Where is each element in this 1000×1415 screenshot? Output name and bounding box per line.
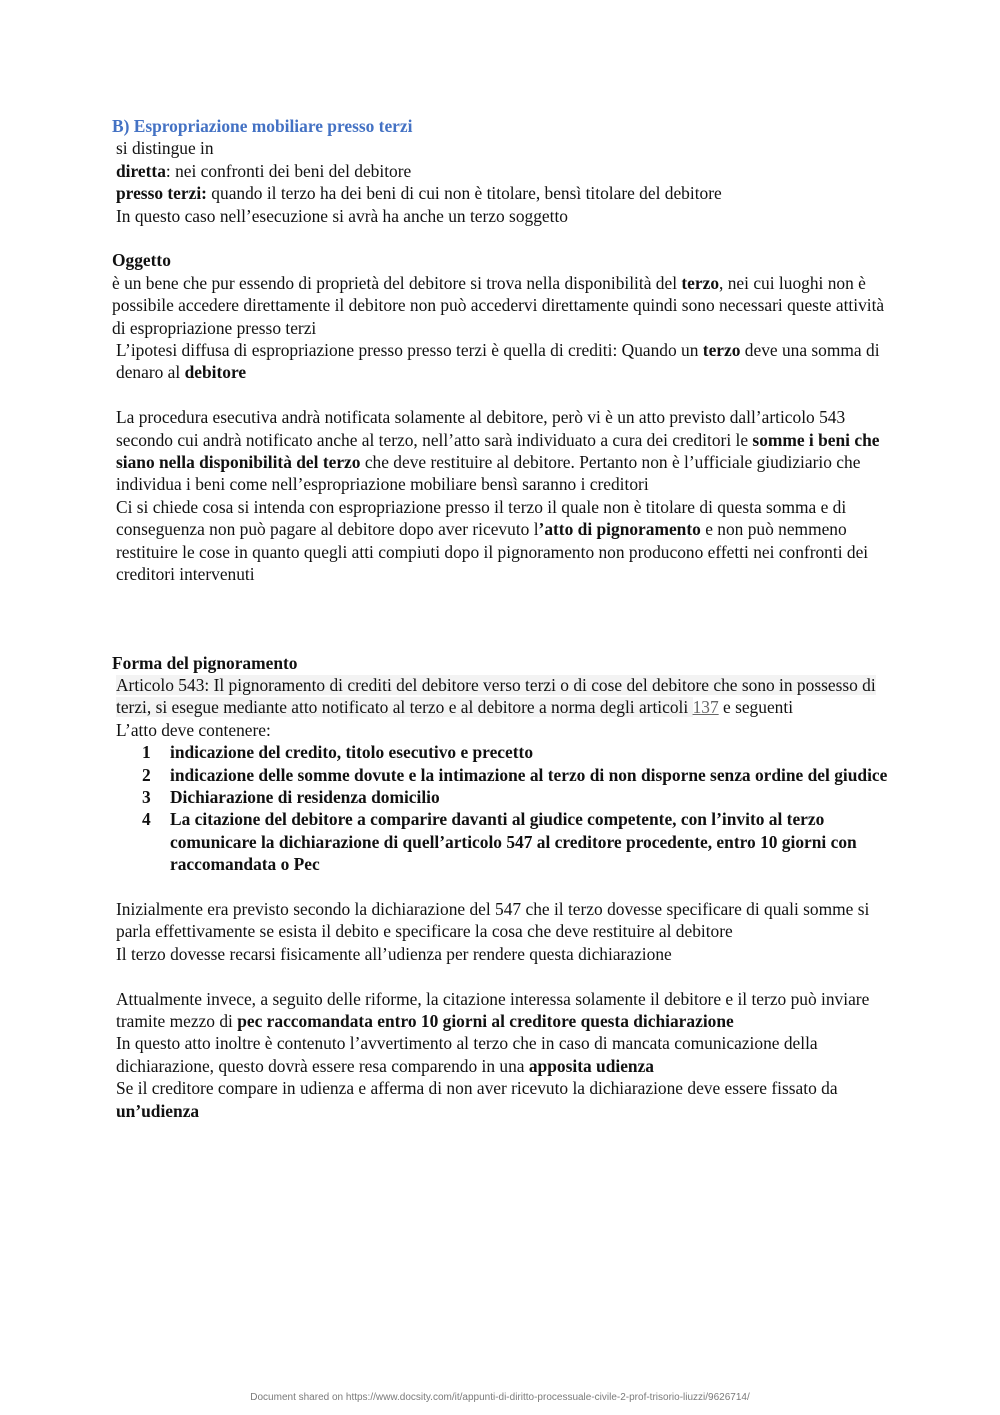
footer-share-notice: Document shared on https://www.docsity.com/it/appunti-di-diritto-processuale-civile-2-prof-trisorio-liuzzi/9626714/ bbox=[250, 1392, 750, 1403]
text-span: Se il creditore compare in udienza e afferma di non aver ricevuto la dichiarazione deve essere fissato da bbox=[116, 1078, 838, 1099]
bold-span: apposita udienza bbox=[528, 1055, 655, 1076]
text-span: La procedura esecutiva andrà notificata solamente al debitore, però vi è un atto previsto dall’articolo 543 secondo cui andrà notificato anche al terzo, nell’atto sarà individuato a cura dei creditori le bbox=[116, 407, 846, 450]
oggetto-paragraph-2 bbox=[112, 339, 902, 384]
oggetto-paragraph-4 bbox=[112, 496, 902, 586]
oggetto-paragraph-3 bbox=[112, 406, 902, 496]
text-span: deve una somma di denaro al bbox=[116, 340, 880, 383]
presso-label: presso terzi: bbox=[116, 183, 207, 204]
spacer bbox=[112, 876, 902, 898]
atto-requirements-list bbox=[112, 741, 902, 875]
list-number: 3 bbox=[142, 786, 151, 807]
bold-span: ’atto di pignoramento bbox=[538, 519, 701, 540]
text-span: Attualmente invece, a seguito delle riforme, la citazione interessa solamente il debitore e il terzo può inviare tramite mezzo di bbox=[116, 988, 870, 1031]
text-span: è un bene che pur essendo di proprietà del debitore si trova nella disponibilità del bbox=[112, 272, 682, 293]
forma-paragraph-9 bbox=[112, 1077, 902, 1122]
forma-heading-text: Forma del pignoramento bbox=[112, 652, 298, 673]
list-text: indicazione del credito, titolo esecutivo e precetto bbox=[170, 742, 534, 763]
text-span: e seguenti bbox=[718, 697, 794, 718]
articolo-543-quote bbox=[112, 674, 902, 719]
forma-paragraph-8 bbox=[112, 1032, 902, 1077]
spacer bbox=[112, 586, 902, 652]
list-text: La citazione del debitore a comparire davanti al giudice competente, con l’invito al terzo comunicare la dichiarazione di quell’articolo 547 al creditore procedente, entro 10 giorni con raccomandata o Pec bbox=[170, 809, 857, 875]
text-span: e non può nemmeno restituire le cose in quanto quegli atti compiuti dopo il pignoramento non producono effetti nei confronti dei creditori intervenuti bbox=[116, 519, 869, 585]
list-item bbox=[112, 741, 902, 763]
list-number: 1 bbox=[142, 742, 151, 763]
bold-span: somme i beni che siano nella disponibilità del terzo bbox=[116, 429, 880, 473]
bold-span: un’udienza bbox=[116, 1100, 200, 1121]
text-span: Articolo 543: Il pignoramento di crediti del debitore verso terzi o di cose del debitore che sono in possesso di terzi, si esegue mediante atto notificato al terzo e al debitore a norma degli articoli bbox=[116, 674, 876, 718]
section-b-intro: si distingue in bbox=[116, 138, 214, 159]
list-item bbox=[112, 786, 902, 808]
bold-span: pec raccomandata entro 10 giorni al creditore questa dichiarazione bbox=[237, 1010, 734, 1031]
forma-paragraph-5: Inizialmente era previsto secondo la dichiarazione del 547 che il terzo dovesse specificare di quali somme si parla effettivamente se esista il debito e specificare la cosa che deve restituire al debitore bbox=[116, 898, 870, 942]
diretta-label: diretta bbox=[116, 160, 166, 181]
bold-span: terzo bbox=[681, 272, 720, 293]
section-b-title: B) Espropriazione mobiliare presso terzi bbox=[112, 116, 413, 136]
text-span: , nei cui luoghi non è possibile accedere direttamente il debitore non può accedervi direttamente quindi sono necessari queste attività di espropriazione presso terzi bbox=[112, 272, 885, 338]
forma-paragraph-6: Il terzo dovesse recarsi fisicamente all’udienza per rendere questa dichiarazione bbox=[116, 943, 672, 964]
document-body bbox=[112, 115, 902, 1122]
presso-text: quando il terzo ha dei beni di cui non è titolare, bensì titolare del debitore bbox=[206, 183, 722, 204]
text-span: L’ipotesi diffusa di espropriazione presso presso terzi è quella di crediti: Quando un bbox=[116, 340, 703, 361]
list-item bbox=[112, 764, 902, 786]
list-text: Dichiarazione di residenza domicilio bbox=[170, 786, 440, 807]
spacer bbox=[112, 227, 902, 249]
bold-span: terzo bbox=[702, 340, 741, 361]
bold-span: debitore bbox=[184, 362, 247, 383]
section-b-note: In questo caso nell’esecuzione si avrà ha anche un terzo soggetto bbox=[116, 205, 568, 226]
forma-paragraph-7 bbox=[112, 988, 902, 1033]
list-item bbox=[112, 808, 902, 875]
oggetto-paragraph-1 bbox=[112, 272, 902, 339]
spacer bbox=[112, 965, 902, 987]
text-span: In questo atto inoltre è contenuto l’avvertimento al terzo che in caso di mancata comunicazione della dichiarazione, questo dovrà essere resa comparendo in una bbox=[116, 1033, 818, 1076]
list-number: 2 bbox=[142, 764, 151, 785]
diretta-text: : nei confronti dei beni del debitore bbox=[165, 160, 412, 181]
oggetto-heading-text: Oggetto bbox=[112, 250, 171, 271]
oggetto-heading bbox=[112, 249, 902, 271]
forma-heading bbox=[112, 652, 902, 674]
text-span: Ci si chiede cosa si intenda con espropriazione presso il terzo il quale non è titolare di questa somma e di conseguenza non può pagare al debitore dopo aver ricevuto l bbox=[116, 496, 847, 540]
list-number: 4 bbox=[142, 809, 151, 830]
list-text: indicazione delle somme dovute e la intimazione al terzo di non disporne senza ordine del giudice bbox=[170, 764, 888, 785]
atto-intro: L’atto deve contenere: bbox=[116, 719, 271, 740]
section-b-diretta bbox=[112, 160, 902, 182]
text-span: che deve restituire al debitore. Pertanto non è l’ufficiale giudiziario che individua i beni come nell’espropriazione mobiliare bensì saranno i creditori bbox=[116, 452, 861, 495]
article-137-link[interactable]: 137 bbox=[692, 697, 719, 718]
section-b-presso bbox=[112, 182, 902, 204]
spacer bbox=[112, 384, 902, 406]
